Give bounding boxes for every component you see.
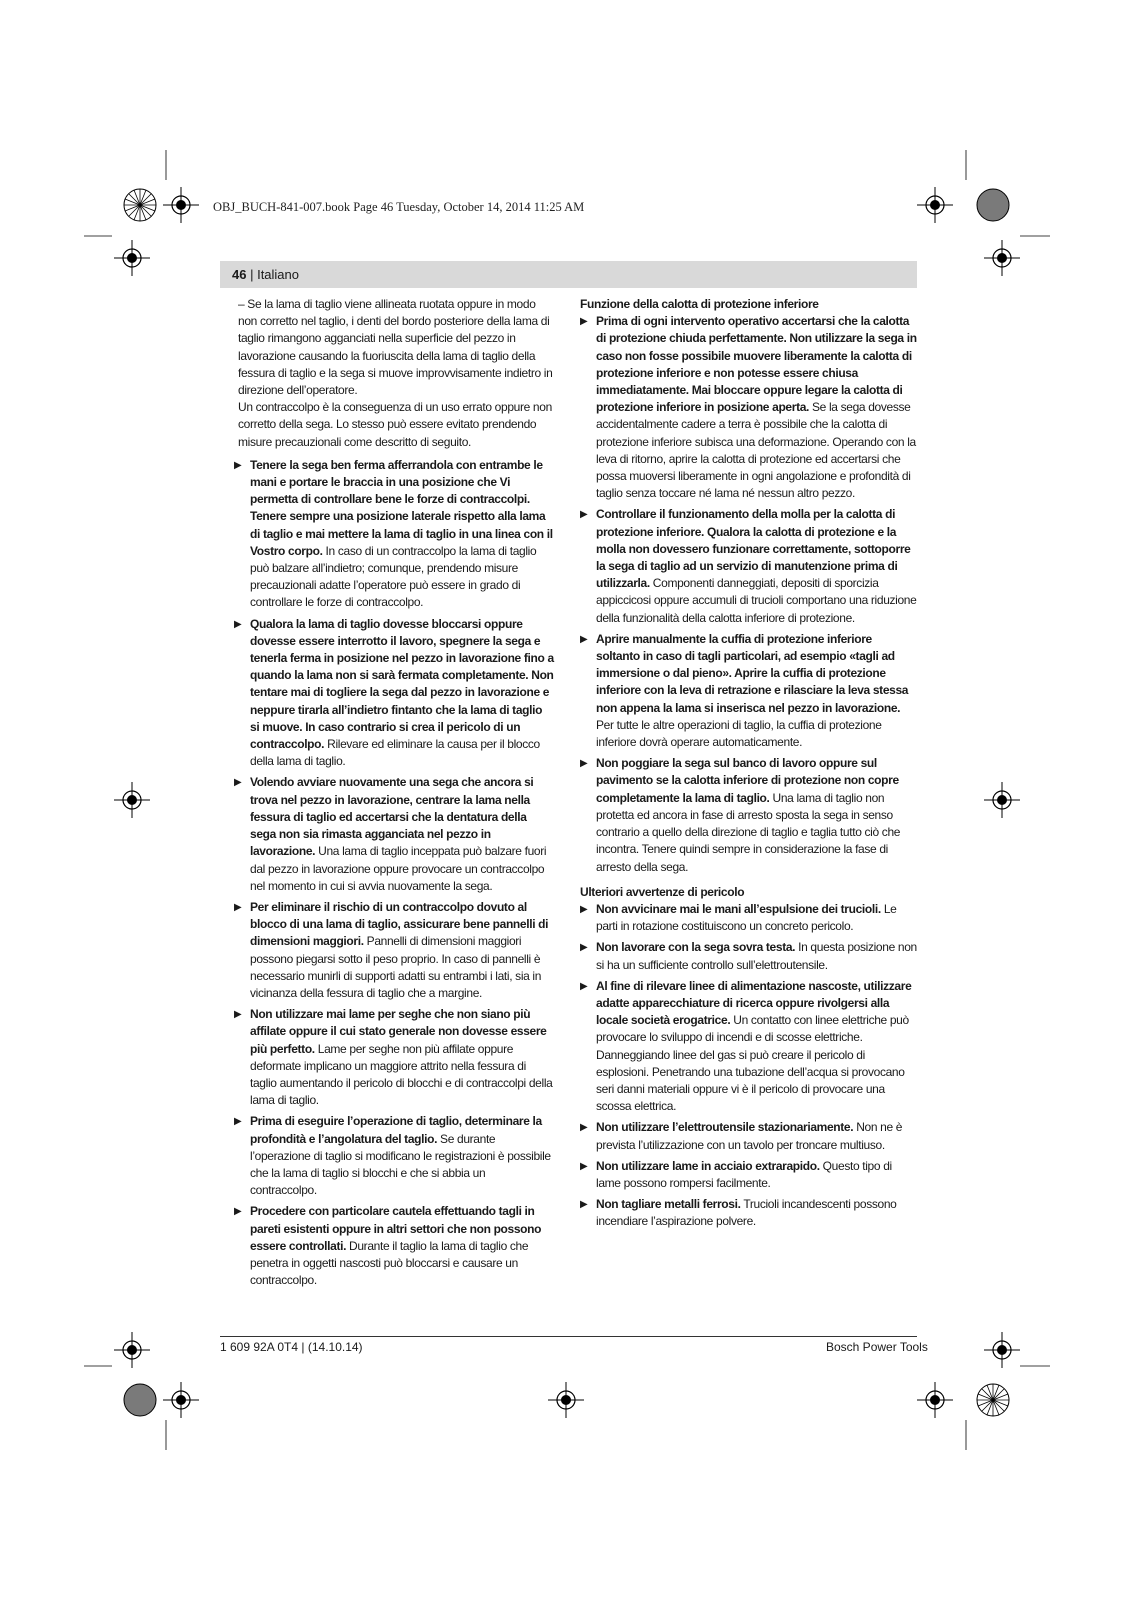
warning-item: [580, 978, 918, 1116]
warning-item: [580, 506, 918, 626]
bullet-triangle-icon: ▶: [580, 1122, 588, 1134]
warning-bold-text: Non utilizzare l’elettroutensile stazionariamente.: [596, 1120, 854, 1135]
warning-bold-text: Non utilizzare mai lame per seghe che non siano più affilate oppure il cui stato generale non dovesse essere più perfetto.: [250, 1007, 547, 1056]
warning-explanation: Questo tipo di lame possono rompersi facilmente.: [596, 1158, 892, 1190]
warning-item: [580, 631, 918, 751]
warning-bold-text: Prima di eseguire l’operazione di taglio, determinare la profondità e l’angolatura del taglio.: [250, 1114, 542, 1146]
bullet-triangle-icon: ▶: [234, 618, 242, 630]
warning-bold-text: Aprire manualmente la cuffia di protezione inferiore soltanto in caso di tagli particolari, ad esempio «tagli ad immersione o dal pieno». Aprire la cuffia di protezione inferiore con la leva di retrazione e rilasciare la leva stessa non appena la lama si inserisca nel pezzo in lavorazione.: [596, 631, 909, 715]
warning-item: [234, 616, 554, 771]
bullet-triangle-icon: ▶: [580, 1199, 588, 1211]
warning-explanation: Se durante l’operazione di taglio si modificano le registrazioni è possibile che la lama di taglio si blocchi e che si abbia un contraccolpo.: [250, 1131, 551, 1198]
warning-explanation: Pannelli di dimensioni maggiori possono piegarsi sotto il peso proprio. In caso di pannelli è necessario munirli di supporti adatti su entrambi i lati, sia in vicinanza della fessura di taglio che a margine.: [250, 934, 542, 1000]
intro-dash-text: – Se la lama di taglio viene allineata ruotata oppure in modo non corretto nel taglio, i denti del bordo posteriore della lama di taglio rimangono agganciati nella superficie del pezzo in lavorazione causando la fuoriuscita della lama di taglio della fessura di taglio e la sega si muove improvvisamente indietro in direzione dell’operatore.: [238, 297, 553, 398]
footer-brand: Bosch Power Tools: [826, 1340, 928, 1354]
warning-bold-text: Tenere la sega ben ferma afferrandola con entrambe le mani e portare le braccia in una posizione che Vi permetta di controllare bene le forze di contraccolpi. Tenere sempre una posizione laterale rispetto alla lama di taglio e mai mettere la lama di taglio in una linea con il Vostro corpo.: [250, 457, 553, 558]
warning-item: [580, 901, 918, 935]
warning-item: [234, 1113, 554, 1199]
warning-item: [234, 1006, 554, 1109]
warning-item: [234, 1203, 554, 1289]
warning-item: [234, 457, 554, 612]
warning-item: [580, 1196, 918, 1230]
footer-doc-number: 1 609 92A 0T4 | (14.10.14): [220, 1340, 363, 1354]
warning-explanation: Per tutte le altre operazioni di taglio, la cuffia di protezione inferiore dovrà operare automaticamente.: [596, 717, 882, 750]
section-heading-further-warnings: Ulteriori avvertenze di pericolo: [580, 884, 745, 899]
warning-item: [234, 774, 554, 894]
warning-explanation: Trucioli incandescenti possono incendiare l’aspirazione polvere.: [596, 1197, 897, 1229]
page-header-bar: [220, 261, 917, 288]
bullet-triangle-icon: ▶: [580, 633, 588, 645]
bullet-triangle-icon: ▶: [580, 758, 588, 770]
warning-explanation: Durante il taglio la lama di taglio che penetra in oggetti nascosti può bloccarsi e causare un contraccolpo.: [250, 1238, 529, 1288]
bullet-triangle-icon: ▶: [580, 942, 588, 954]
section-heading-lower-guard: Funzione della calotta di protezione inferiore: [580, 297, 819, 311]
bullet-triangle-icon: ▶: [580, 316, 588, 328]
bullet-triangle-icon: ▶: [234, 1009, 242, 1021]
bullet-triangle-icon: ▶: [234, 1206, 242, 1218]
bullet-triangle-icon: ▶: [580, 903, 588, 915]
footer-rule: [220, 1336, 917, 1337]
warning-item: [580, 939, 918, 973]
warning-explanation: Una lama di taglio non protetta ed ancora in fase di arresto sposta la sega in senso contrario a quello della direzione di taglio e taglia tutto ciò che incontra. Tenere quindi sempre in considerazione la fase di arresto della sega.: [596, 790, 901, 874]
right-column: [580, 296, 918, 1235]
warning-bold-text: Non utilizzare lame in acciaio extrarapido.: [596, 1158, 820, 1173]
warning-bold-text: Non tagliare metalli ferrosi.: [596, 1197, 741, 1212]
warning-bold-text: Non poggiare la sega sul banco di lavoro oppure sul pavimento se la calotta inferiore di protezione non copre completamente la lama di taglio.: [596, 756, 899, 805]
left-column: [234, 296, 554, 1293]
bullet-triangle-icon: ▶: [580, 1160, 588, 1172]
bullet-triangle-icon: ▶: [234, 777, 242, 789]
warning-item: [580, 1119, 918, 1153]
warning-bold-text: Al fine di rilevare linee di alimentazione nascoste, utilizzare adatte apparecchiature di ricerca oppure rivolgersi alla locale società erogatrice.: [596, 978, 912, 1028]
warning-bold-text: Controllare il funzionamento della molla per la calotta di protezione inferiore. Qualora la calotta di protezione e la molla non dovessero funzionare correttamente, sottoporre la sega di taglio ad un servizio di manutenzione prima di utilizzarla.: [596, 507, 911, 591]
warning-explanation: Lame per seghe non più affilate oppure deformate implicano un maggiore attrito nella fessura di taglio aumentando il pericolo di blocchi e di contraccolpi della lama di taglio.: [250, 1041, 553, 1108]
warning-explanation: Una lama di taglio inceppata può balzare fuori dal pezzo in lavorazione oppure provocare un contraccolpo nel momento in cui si avvia nuovamente la sega.: [250, 844, 547, 893]
page-number: 46: [232, 267, 247, 282]
bullet-triangle-icon: ▶: [234, 459, 242, 471]
warning-bold-text: Non lavorare con la sega sovra testa.: [596, 940, 796, 955]
warning-bold-text: Per eliminare il rischio di un contraccolpo dovuto al blocco di una lama di taglio, assicurare bene pannelli di dimensioni maggiori.: [250, 899, 549, 949]
bullet-triangle-icon: ▶: [580, 980, 588, 992]
warning-explanation: In questa posizione non si ha un sufficiente controllo sull’elettroutensile.: [596, 940, 917, 972]
warning-explanation: Rilevare ed eliminare la causa per il blocco della lama di taglio.: [250, 737, 540, 769]
warning-bold-text: Procedere con particolare cautela effettuando tagli in pareti esistenti oppure in altri settori che non possono essere controllati.: [250, 1204, 542, 1253]
warning-item: [234, 899, 554, 1002]
bullet-triangle-icon: ▶: [234, 1116, 242, 1128]
warning-explanation: Un contatto con linee elettriche può provocare lo sviluppo di incendi e di scosse elettriche. Danneggiando linee del gas si può creare il pericolo di esplosioni. Penetrando una tubazione dell’acqua si provocano seri danni materiali oppure vi è il pericolo di provocare una scossa elettrica.: [596, 1013, 909, 1114]
warning-explanation: In caso di un contraccolpo la lama di taglio può balzare all’indietro; comunque, prendendo misure precauzionali adatte l’operatore può essere in grado di controllare le forze di contraccolpo.: [250, 543, 537, 610]
header-separator: |: [246, 267, 258, 282]
warning-bold-text: Prima di ogni intervento operativo accertarsi che la calotta di protezione chiuda perfettamente. Non utilizzare la sega in caso non fosse possibile muovere liberamente la calotta di protezione inferiore e non potesse essere chiusa immediatamente. Mai bloccare oppure legare la calotta di protezione inferiore in posizione aperta.: [596, 314, 917, 415]
page-header: [232, 267, 299, 282]
bullet-triangle-icon: ▶: [234, 901, 242, 913]
header-language: Italiano: [257, 267, 299, 282]
warning-item: [580, 1158, 918, 1192]
warning-bold-text: Non avvicinare mai le mani all’espulsione dei trucioli.: [596, 901, 881, 916]
bullet-triangle-icon: ▶: [580, 509, 588, 521]
warning-item: [580, 313, 918, 502]
warning-bold-text: Qualora la lama di taglio dovesse bloccarsi oppure dovesse essere interrotto il lavoro, spegnere la sega e tenerla ferma in posizione nel pezzo in lavorazione fino a quando la lama non si sarà fermata completamente. Non tentare mai di togliere la sega dal pezzo in lavorazione e neppure tirarla all’indietro fintanto che la lama di taglio si muove. In caso contrario si crea il pericolo di un contraccolpo.: [250, 616, 554, 752]
warning-item: [580, 755, 918, 875]
warning-explanation: Non ne è prevista l’utilizzazione con un tavolo per troncare multiuso.: [596, 1120, 903, 1152]
book-info-line: OBJ_BUCH-841-007.book Page 46 Tuesday, October 14, 2014 11:25 AM: [213, 200, 585, 214]
warning-explanation: Le parti in rotazione costituiscono un concreto pericolo.: [596, 901, 897, 934]
warning-explanation: Componenti danneggiati, depositi di sporcizia appiccicosi oppure accumuli di trucioli comportano una riduzione della funzionalità della calotta inferiore di protezione.: [596, 576, 917, 625]
warning-explanation: Se la sega dovesse accidentalmente cadere a terra è possibile che la calotta di protezione inferiore subisca una deformazione. Operando con la leva di ritorno, aprire la calotta di protezione ed accertarsi che possa muoversi liberamente in ogni angolazione e profondità di taglio senza toccare né lama né nessun altro pezzo.: [596, 400, 916, 501]
warning-bold-text: Volendo avviare nuovamente una sega che ancora si trova nel pezzo in lavorazione, centrare la lama nella fessura di taglio ed accertarsi che la dentatura della sega non sia rimasta agganciata nel pezzo in lavorazione.: [250, 775, 534, 859]
intro-paragraph: Un contraccolpo è la conseguenza di un uso errato oppure non corretto della sega. Lo stesso può essere evitato prendendo misure precauzionali come descritto di seguito.: [238, 400, 552, 449]
